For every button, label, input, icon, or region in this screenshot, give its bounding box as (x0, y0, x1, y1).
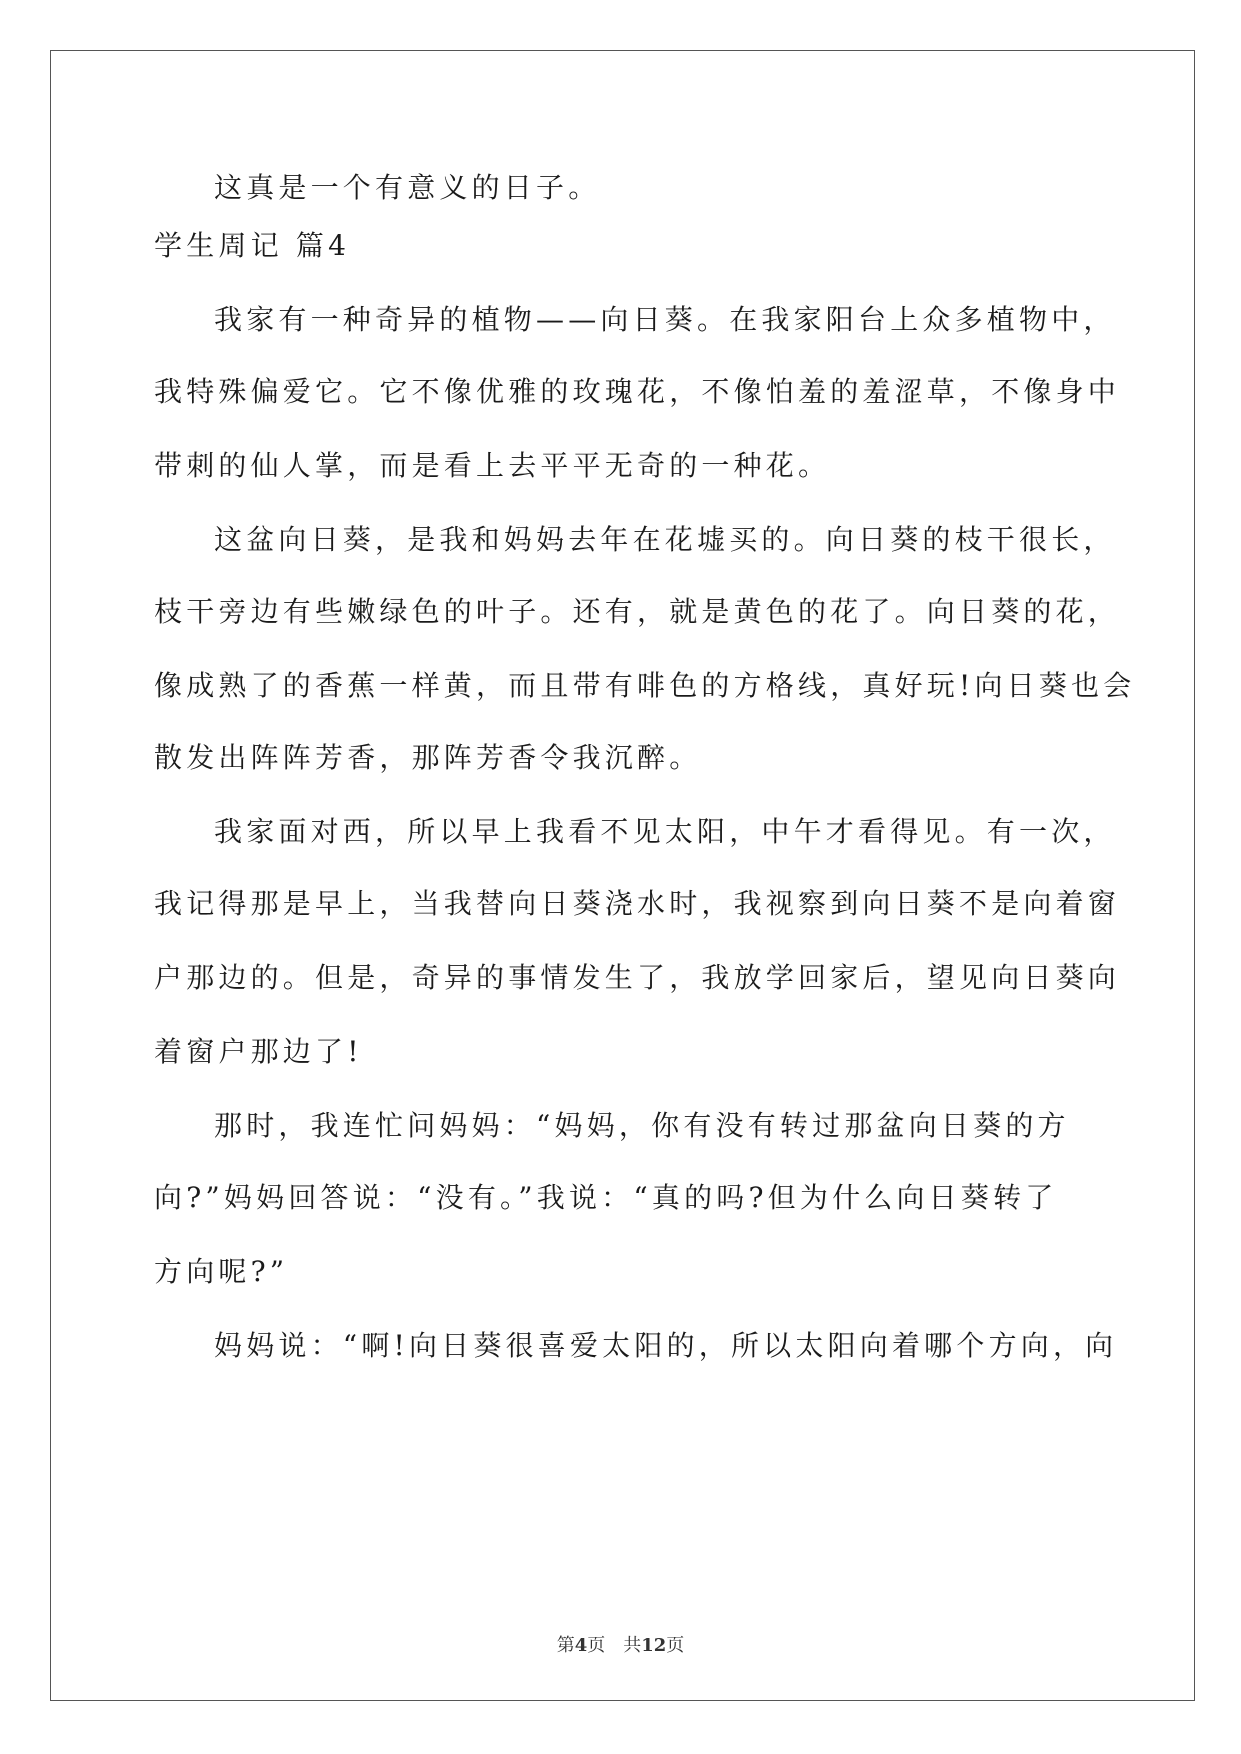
page-prefix: 第 (556, 1635, 575, 1656)
paragraph-line: 我记得那是早上，当我替向日葵浇水时，我视察到向日葵不是向着窗 (154, 887, 1121, 920)
page-footer (0, 1631, 1241, 1657)
paragraph-line: 着窗户那边了! (154, 1035, 363, 1068)
page-total-number: 12 (641, 1635, 667, 1656)
paragraph-line: 枝干旁边有些嫩绿色的叶子。还有，就是黄色的花了。向日葵的花， (154, 595, 1121, 628)
page-mid: 页 共 (587, 1635, 642, 1656)
paragraph-line: 散发出阵阵芳香，那阵芳香令我沉醉。 (154, 741, 702, 774)
paragraph-line: 那时，我连忙问妈妈：“妈妈，你有没有转过那盆向日葵的方 (214, 1109, 1070, 1142)
paragraph-line: 这真是一个有意义的日子。 (214, 171, 601, 204)
page-current-number: 4 (574, 1635, 588, 1656)
paragraph-line: 我家有一种奇异的植物——向日葵。在我家阳台上众多植物中， (214, 303, 1116, 336)
paragraph-line: 方向呢?” (154, 1255, 289, 1288)
paragraph-line: 户那边的。但是，奇异的事情发生了，我放学回家后，望见向日葵向 (154, 961, 1121, 994)
paragraph-line: 我家面对西，所以早上我看不见太阳，中午才看得见。有一次， (214, 815, 1116, 848)
paragraph-line: 妈妈说：“啊!向日葵很喜爱太阳的，所以太阳向着哪个方向，向 (214, 1329, 1118, 1362)
section-heading: 学生周记 篇4 (154, 229, 351, 262)
paragraph-line: 我特殊偏爱它。它不像优雅的玫瑰花，不像怕羞的羞涩草，不像身中 (154, 375, 1121, 408)
paragraph-line: 像成熟了的香蕉一样黄，而且带有啡色的方格线，真好玩!向日葵也会 (154, 669, 1136, 702)
paragraph-line: 向?”妈妈回答说：“没有。”我说：“真的吗?但为什么向日葵转了 (154, 1181, 1058, 1214)
page-border (50, 50, 1195, 1701)
paragraph-line: 带刺的仙人掌，而是看上去平平无奇的一种花。 (154, 449, 831, 482)
paragraph-line: 这盆向日葵，是我和妈妈去年在花墟买的。向日葵的枝干很长， (214, 523, 1116, 556)
page-suffix: 页 (666, 1635, 685, 1656)
